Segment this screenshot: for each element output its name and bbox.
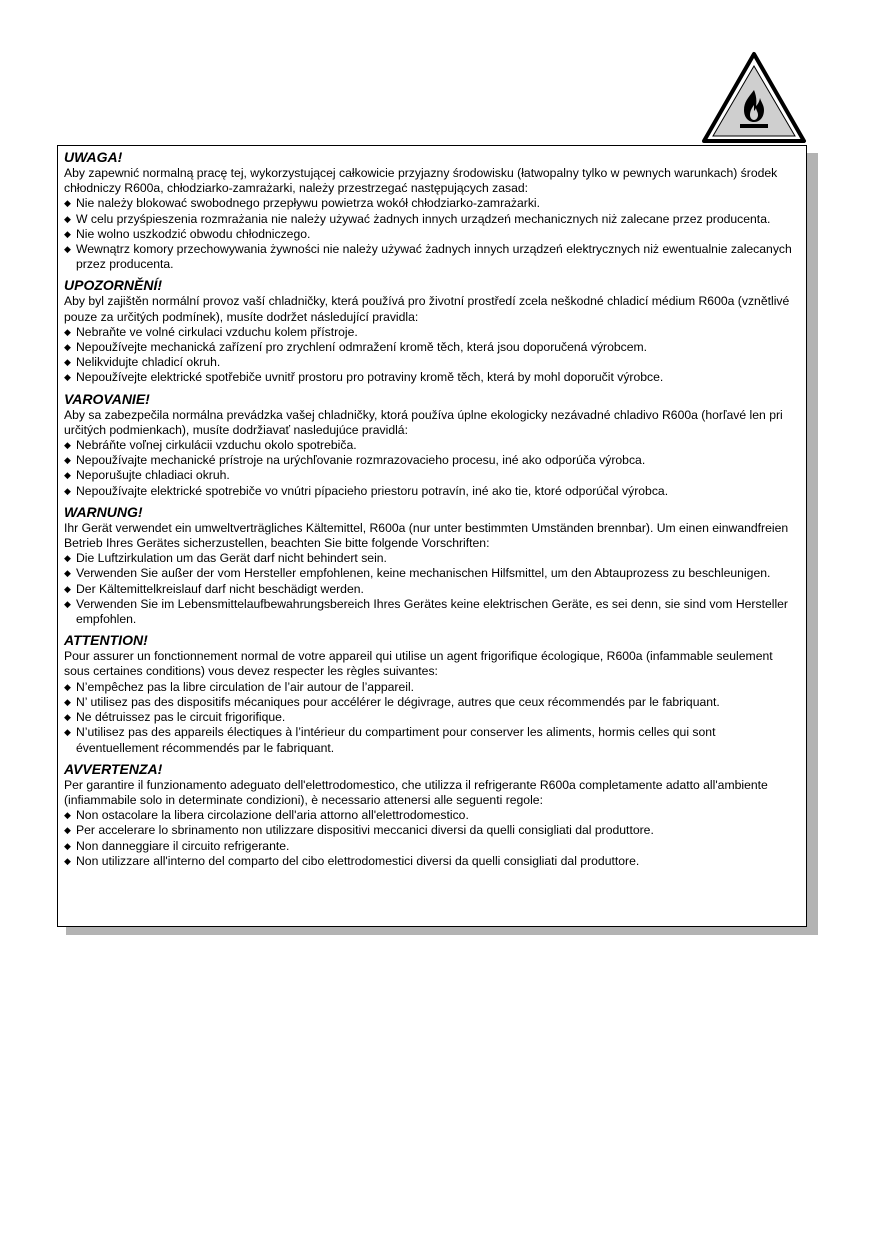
diamond-bullet-icon: ◆ <box>64 440 71 451</box>
rule-text: Non utilizzare all'interno del comparto del cibo elettrodomestici diversi da quelli consigliati dal produttore. <box>76 853 640 868</box>
diamond-bullet-icon: ◆ <box>64 198 71 209</box>
rule-text: Wewnątrz komory przechowywania żywności nie należy używać żadnych innych urządzeń elektrycznych niż ewentualnie zalecanych przez producenta. <box>76 242 792 272</box>
rule-item <box>64 325 800 340</box>
section-heading: AVVERTENZA! <box>64 760 163 777</box>
warning-section <box>64 632 800 755</box>
diamond-bullet-icon: ◆ <box>64 485 71 496</box>
flammable-warning-icon <box>700 50 808 146</box>
rules-list <box>64 325 800 386</box>
section-heading: WARNUNG! <box>64 503 143 520</box>
rule-text: Verwenden Sie im Lebensmittelaufbewahrungsbereich Ihres Gerätes keine elektrischen Geräte, es sei denn, sie sind vom Hersteller empfohlen. <box>76 596 788 627</box>
rules-list <box>64 808 800 869</box>
rule-text: Nepoužívejte mechanická zařízení pro zrychlení odmražení kromě těch, která jsou doporučená výrobcem. <box>76 340 648 355</box>
rule-item <box>64 484 800 499</box>
rule-item <box>64 725 800 755</box>
safety-notice-box <box>57 145 807 927</box>
rule-item <box>64 566 800 581</box>
rule-item <box>64 680 800 695</box>
section-intro: Aby zapewnić normalną pracę tej, wykorzystującej całkowicie przyjazny środowisku (łatwopalny tylko w pewnych warunkach) środek chłodniczy R600a, chłodziarko-zamrażarki, należy przestrzegać następujących zasad: <box>64 166 778 196</box>
diamond-bullet-icon: ◆ <box>64 568 71 579</box>
rule-item <box>64 839 800 854</box>
rule-item <box>64 212 800 227</box>
rule-text: N’ utilisez pas des dispositifs mécaniques pour accélérer le dégivrage, autres que ceux récommendés par le fabriquant. <box>76 694 720 709</box>
rule-item <box>64 355 800 370</box>
rule-item <box>64 340 800 355</box>
diamond-bullet-icon: ◆ <box>64 228 71 239</box>
rule-item <box>64 551 800 566</box>
rule-text: N’empêchez pas la libre circulation de l’air autour de l’appareil. <box>76 679 415 694</box>
rule-item <box>64 370 800 385</box>
warning-section <box>64 504 800 627</box>
diamond-bullet-icon: ◆ <box>64 342 71 353</box>
rule-text: N’utilisez pas des appareils électiques à l’intérieur du compartiment pour conserver les aliments, hormis celles qui sont éventuellement récommendés par le fabriquant. <box>76 725 716 755</box>
diamond-bullet-icon: ◆ <box>64 598 71 609</box>
section-intro: Aby sa zabezpečila normálna prevádzka vašej chladničky, ktorá používa úplne ekologicky nezávadné chladivo R600a (horľavé len pri určitých podmienkach), musíte dodržiavať nasledujúce pravidlá: <box>64 407 783 437</box>
rule-text: Nie należy blokować swobodnego przepływu powietrza wokół chłodziarko-zamrażarki. <box>76 196 541 211</box>
rule-text: Der Kältemittelkreislauf darf nicht beschädigt werden. <box>76 581 364 596</box>
rules-list <box>64 680 800 756</box>
rule-text: W celu przyśpieszenia rozmrażania nie należy używać żadnych innych urządzeń mechanicznych niż zalecane przez producenta. <box>76 211 771 226</box>
rule-text: Non danneggiare il circuito refrigerante. <box>76 838 290 853</box>
rule-item <box>64 597 800 627</box>
diamond-bullet-icon: ◆ <box>64 825 71 836</box>
rule-text: Nepoužívajte mechanické prístroje na urýchľovanie rozmrazovacieho procesu, iné ako odporúča výrobca. <box>76 453 646 468</box>
rule-text: Non ostacolare la libera circolazione dell'aria attorno all'elettrodomestico. <box>76 808 469 823</box>
diamond-bullet-icon: ◆ <box>64 727 71 738</box>
diamond-bullet-icon: ◆ <box>64 326 71 337</box>
diamond-bullet-icon: ◆ <box>64 840 71 851</box>
rule-item <box>64 710 800 725</box>
rule-item <box>64 227 800 242</box>
rule-item <box>64 823 800 838</box>
rule-text: Die Luftzirkulation um das Gerät darf nicht behindert sein. <box>76 551 387 566</box>
rules-list <box>64 438 800 499</box>
rule-item <box>64 438 800 453</box>
rule-item <box>64 196 800 211</box>
diamond-bullet-icon: ◆ <box>64 681 71 692</box>
diamond-bullet-icon: ◆ <box>64 553 71 564</box>
rule-item <box>64 695 800 710</box>
rule-item <box>64 854 800 869</box>
rule-item <box>64 582 800 597</box>
rule-text: Nepoužívajte elektrické spotrebiče vo vnútri pípacieho priestoru potravín, iné ako tie, ktoré odporúčal výrobca. <box>76 483 669 498</box>
rule-item <box>64 468 800 483</box>
section-heading: UPOZORNĚNÍ! <box>64 277 162 294</box>
rules-list <box>64 551 800 627</box>
diamond-bullet-icon: ◆ <box>64 470 71 481</box>
diamond-bullet-icon: ◆ <box>64 213 71 224</box>
diamond-bullet-icon: ◆ <box>64 244 71 255</box>
rules-list <box>64 196 800 272</box>
warning-section <box>64 149 800 272</box>
warning-section <box>64 761 800 869</box>
diamond-bullet-icon: ◆ <box>64 712 71 723</box>
diamond-bullet-icon: ◆ <box>64 455 71 466</box>
section-heading: VAROVANIE! <box>64 390 150 407</box>
sections-container <box>64 149 800 869</box>
rule-item <box>64 453 800 468</box>
section-intro: Per garantire il funzionamento adeguato dell'elettrodomestico, che utilizza il refrigerante R600a completamente adatto all'ambiente (infiammabile solo in determinate condizioni), è necessario attenersi alle seguenti regole: <box>64 777 768 807</box>
rule-text: Ne détruissez pas le circuit frigorifique. <box>76 710 286 725</box>
rule-text: Nie wolno uszkodzić obwodu chłodniczego. <box>76 226 311 241</box>
rule-text: Verwenden Sie außer der vom Hersteller empfohlenen, keine mechanischen Hilfsmittel, um den Abtauprozess zu beschleunigen. <box>76 566 771 581</box>
rule-text: Nebráňte voľnej cirkulácii vzduchu okolo spotrebiča. <box>76 438 357 453</box>
rule-text: Nebraňte ve volné cirkulaci vzduchu kolem přístroje. <box>76 324 358 339</box>
diamond-bullet-icon: ◆ <box>64 855 71 866</box>
warning-section <box>64 391 800 499</box>
diamond-bullet-icon: ◆ <box>64 583 71 594</box>
section-intro: Ihr Gerät verwendet ein umweltverträgliches Kältemittel, R600a (nur unter bestimmten Umständen brennbar). Um einen einwandfreien Betrieb Ihres Gerätes sicherzustellen, beachten Sie bitte folgende Vorschriften: <box>64 520 789 551</box>
diamond-bullet-icon: ◆ <box>64 696 71 707</box>
diamond-bullet-icon: ◆ <box>64 357 71 368</box>
section-intro: Aby byl zajištěn normální provoz vaší chladničky, která používá pro životní prostředí zcela neškodné chladicí médium R600a (vznětlivé pouze za určitých podmínek), musíte dodržet následující pravidla: <box>64 294 790 324</box>
section-heading: ATTENTION! <box>64 632 148 649</box>
section-heading: UWAGA! <box>64 149 123 165</box>
rule-text: Neporušujte chladiaci okruh. <box>76 468 230 483</box>
rule-item <box>64 242 800 272</box>
rule-text: Nelikvidujte chladicí okruh. <box>76 355 221 370</box>
rule-text: Per accelerare lo sbrinamento non utilizzare dispositivi meccanici diversi da quelli consigliati dal produttore. <box>76 823 654 838</box>
warning-section <box>64 277 800 385</box>
rule-text: Nepoužívejte elektrické spotřebiče uvnitř prostoru pro potraviny kromě těch, která by mohl doporučit výrobce. <box>76 370 664 385</box>
diamond-bullet-icon: ◆ <box>64 372 71 383</box>
section-intro: Pour assurer un fonctionnement normal de votre appareil qui utilise un agent frigorifique écologique, R600a (infammable seulement sous certaines conditions) vous devez respecter les règles suivantes: <box>64 649 773 679</box>
diamond-bullet-icon: ◆ <box>64 810 71 821</box>
rule-item <box>64 808 800 823</box>
